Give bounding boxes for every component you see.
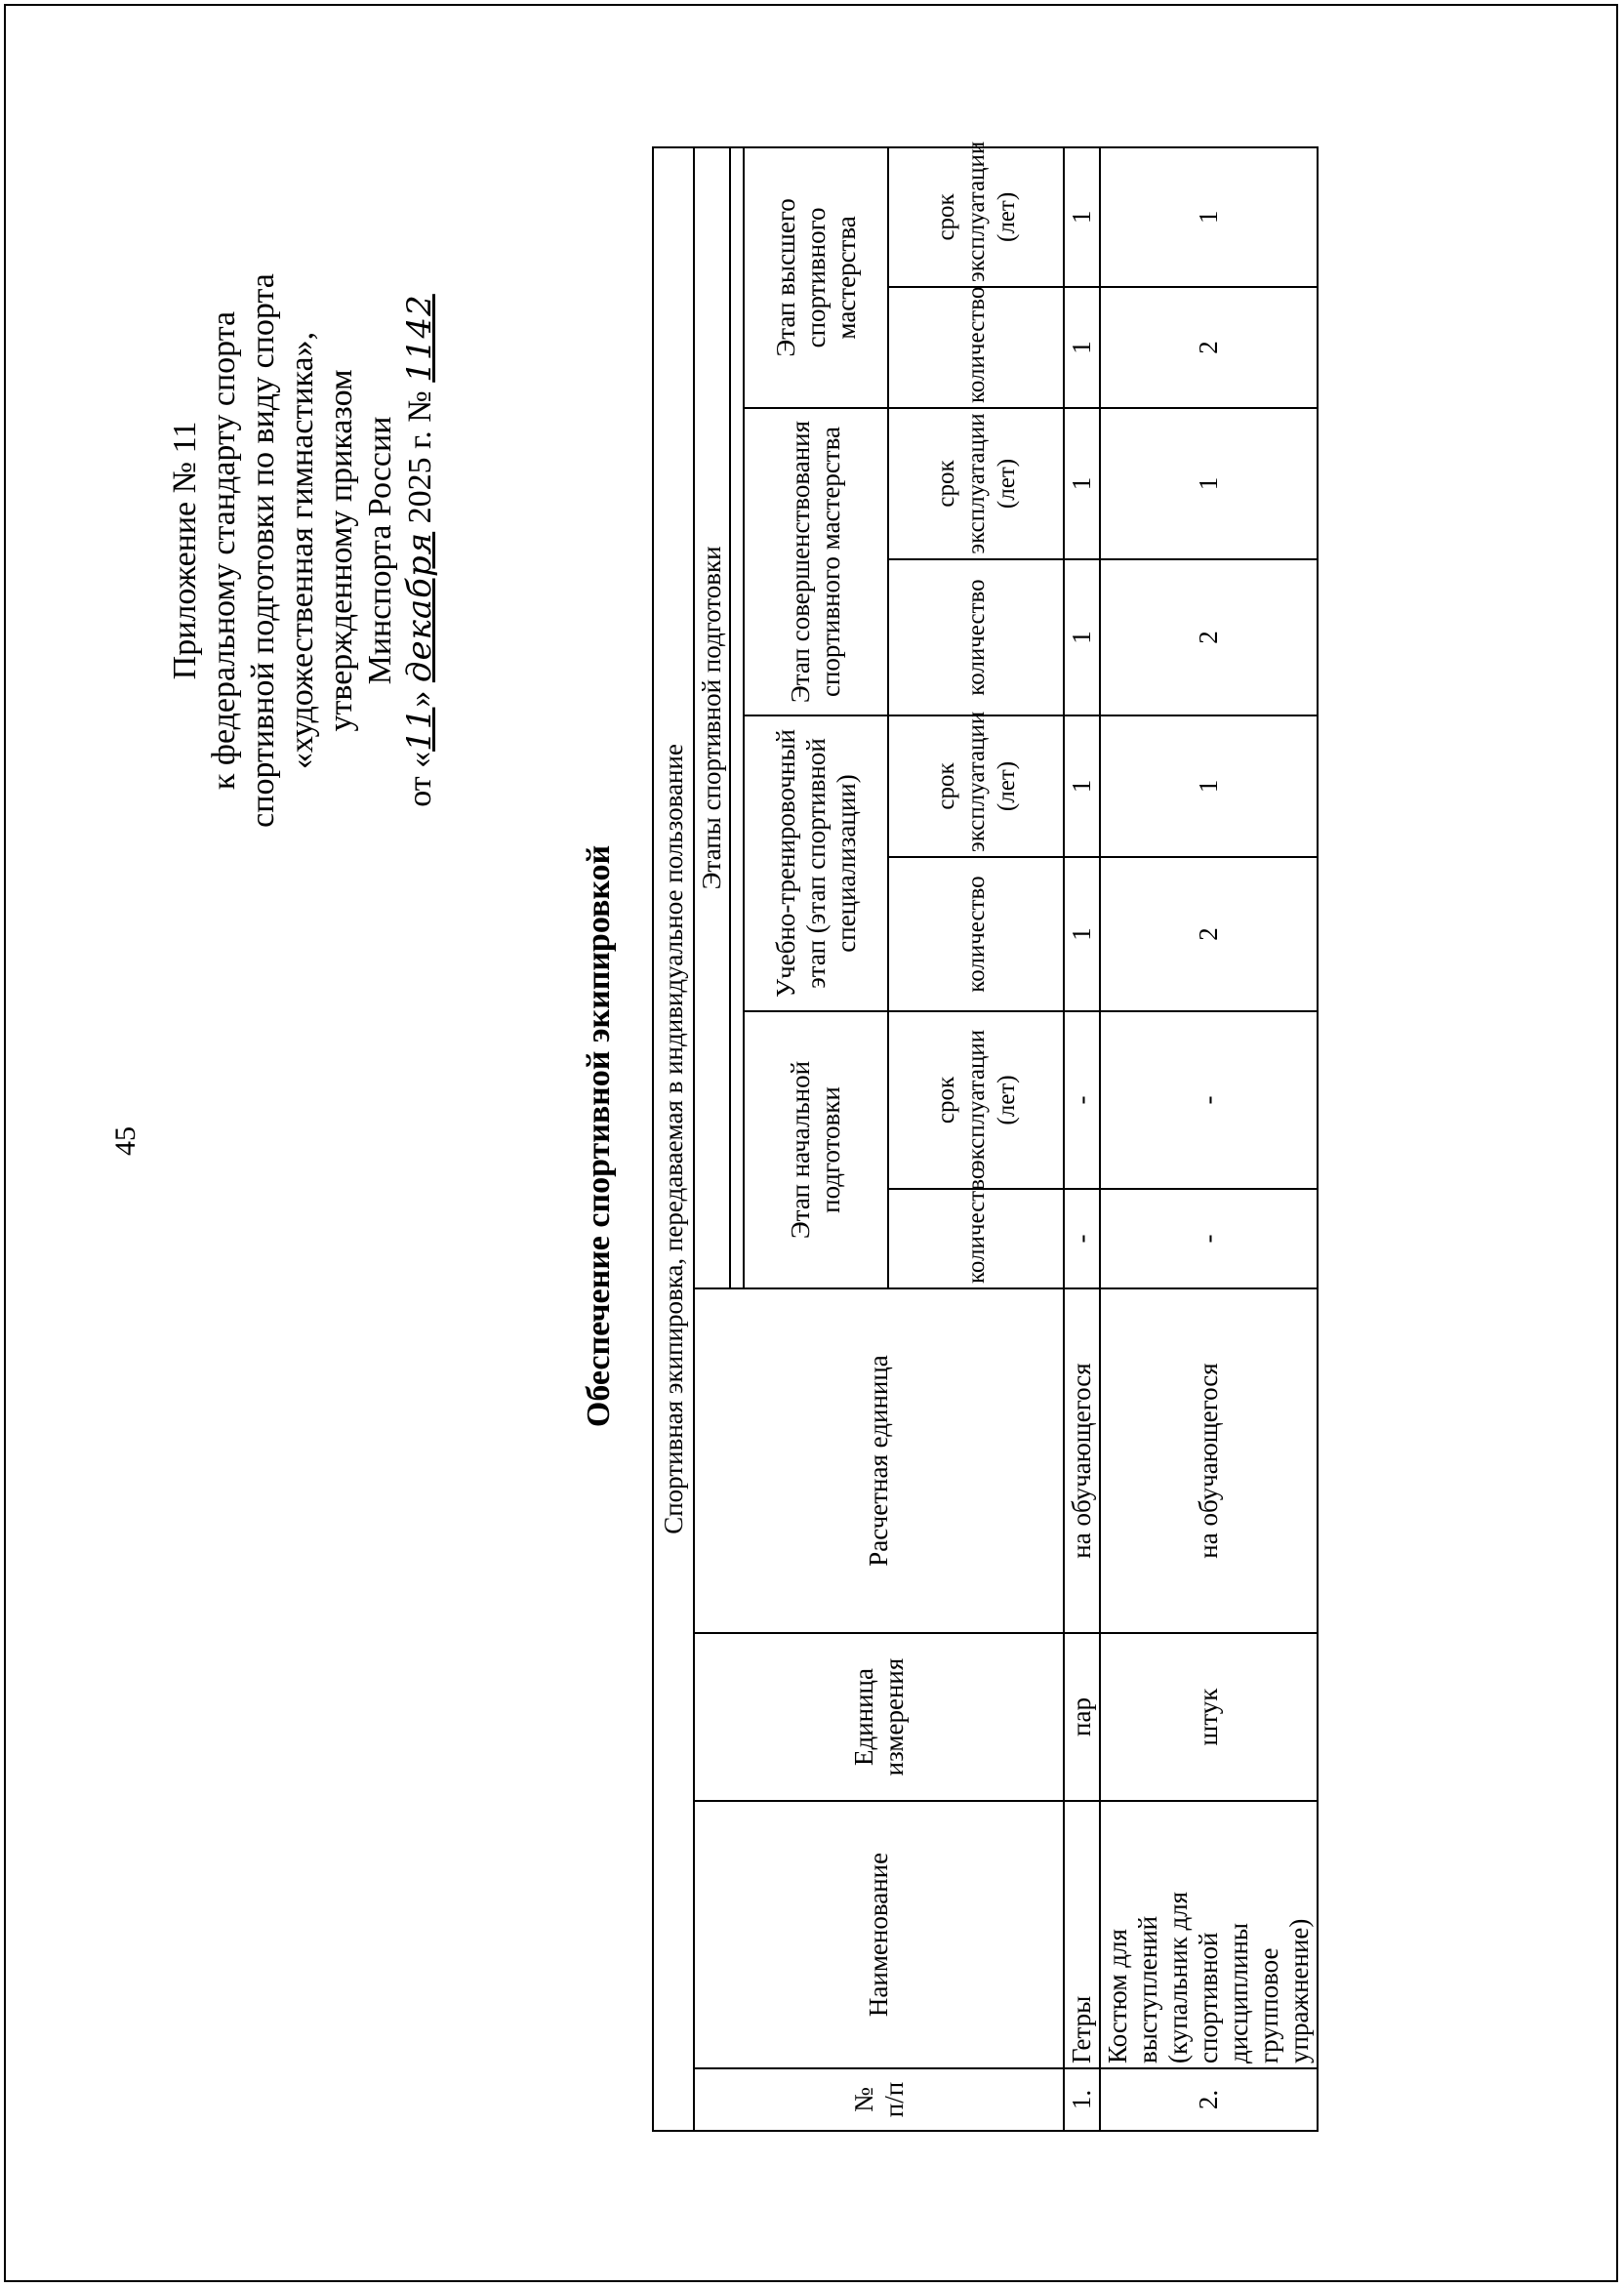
row-value: 1 xyxy=(1100,147,1318,287)
appendix-line: к федеральному стандарту спорта xyxy=(206,310,242,791)
subheader-quantity: количество xyxy=(888,287,1064,408)
date-prefix: от « xyxy=(402,751,438,807)
appendix-line: спортивной подготовки по виду спорта xyxy=(245,273,281,828)
row-value: 2 xyxy=(1100,559,1318,715)
header-calc-unit: Расчетная единица xyxy=(694,1288,1064,1633)
header-stages: Этапы спортивной подготовки xyxy=(694,147,730,1288)
stage-header: Этап начальной подготовки xyxy=(744,1011,888,1288)
appendix-line: Минспорта России xyxy=(362,416,398,685)
row-name: Гетры xyxy=(1064,1801,1100,2068)
appendix-date-line xyxy=(400,170,440,931)
table-row xyxy=(1100,147,1318,2131)
subheader-term: срок эксплуатации (лет) xyxy=(888,1011,1064,1189)
row-name: Костюм для выступлений (купальник для спортивной дисциплины групповое упражнение) xyxy=(1100,1801,1318,2068)
row-calc-unit: на обучающегося xyxy=(1100,1288,1318,1633)
subheader-quantity: количество xyxy=(888,559,1064,715)
row-value: 1 xyxy=(1064,147,1100,287)
row-value: 1 xyxy=(1100,408,1318,559)
row-value: 1 xyxy=(1100,715,1318,857)
row-value: 1 xyxy=(1064,287,1100,408)
stage-header: Учебно-тренировочный этап (этап спортивной специализации) xyxy=(744,715,888,1011)
subheader-quantity: количество xyxy=(888,857,1064,1011)
row-calc-unit: на обучающегося xyxy=(1064,1288,1100,1633)
subheader-term: срок эксплуатации (лет) xyxy=(888,408,1064,559)
stage-header: Этап высшего спортивного мастерства xyxy=(744,147,888,408)
subheader-quantity: количество xyxy=(888,1189,1064,1288)
row-value: - xyxy=(1064,1189,1100,1288)
equipment-table xyxy=(652,141,1319,2132)
appendix-line: утвержденному приказом xyxy=(323,369,359,732)
row-value: 2 xyxy=(1100,287,1318,408)
header-number: № п/п xyxy=(694,2068,1064,2131)
subheader-term: срок эксплуатации (лет) xyxy=(888,715,1064,857)
row-value: 2 xyxy=(1100,857,1318,1011)
page-number: 45 xyxy=(109,1126,142,1156)
header-unit: Единица измерения xyxy=(694,1633,1064,1801)
table-super-header: Спортивная экипировка, передаваемая в индивидуальное пользование xyxy=(653,147,694,2131)
row-number: 2. xyxy=(1100,2068,1318,2131)
row-value: 1 xyxy=(1064,408,1100,559)
appendix-number: Приложение № 11 xyxy=(167,421,203,680)
row-value: 1 xyxy=(1064,715,1100,857)
row-unit: штук xyxy=(1100,1633,1318,1801)
handwritten-day: 11 xyxy=(400,707,439,752)
date-year: 2025 г. № xyxy=(402,390,438,524)
header-name: Наименование xyxy=(694,1801,1064,2068)
row-value: - xyxy=(1100,1011,1318,1189)
handwritten-month: декабря xyxy=(400,531,439,683)
appendix-line: «художественная гимнастика», xyxy=(284,331,320,770)
row-value: - xyxy=(1100,1189,1318,1288)
row-value: 1 xyxy=(1064,559,1100,715)
row-value: 1 xyxy=(1064,857,1100,1011)
header-spacer xyxy=(730,147,744,1288)
subheader-term: срок эксплуатации (лет) xyxy=(888,147,1064,287)
row-unit: пар xyxy=(1064,1633,1100,1801)
document-title: Обеспечение спортивной экипировкой xyxy=(581,844,617,1428)
appendix-block xyxy=(166,170,440,931)
stage-header: Этап совершенствования спортивного мастерства xyxy=(744,408,888,715)
row-value: - xyxy=(1064,1011,1100,1189)
row-number: 1. xyxy=(1064,2068,1100,2131)
handwritten-order-number: 1142 xyxy=(400,294,439,383)
table-row xyxy=(1064,147,1100,2131)
date-day-suffix: » xyxy=(402,690,438,708)
